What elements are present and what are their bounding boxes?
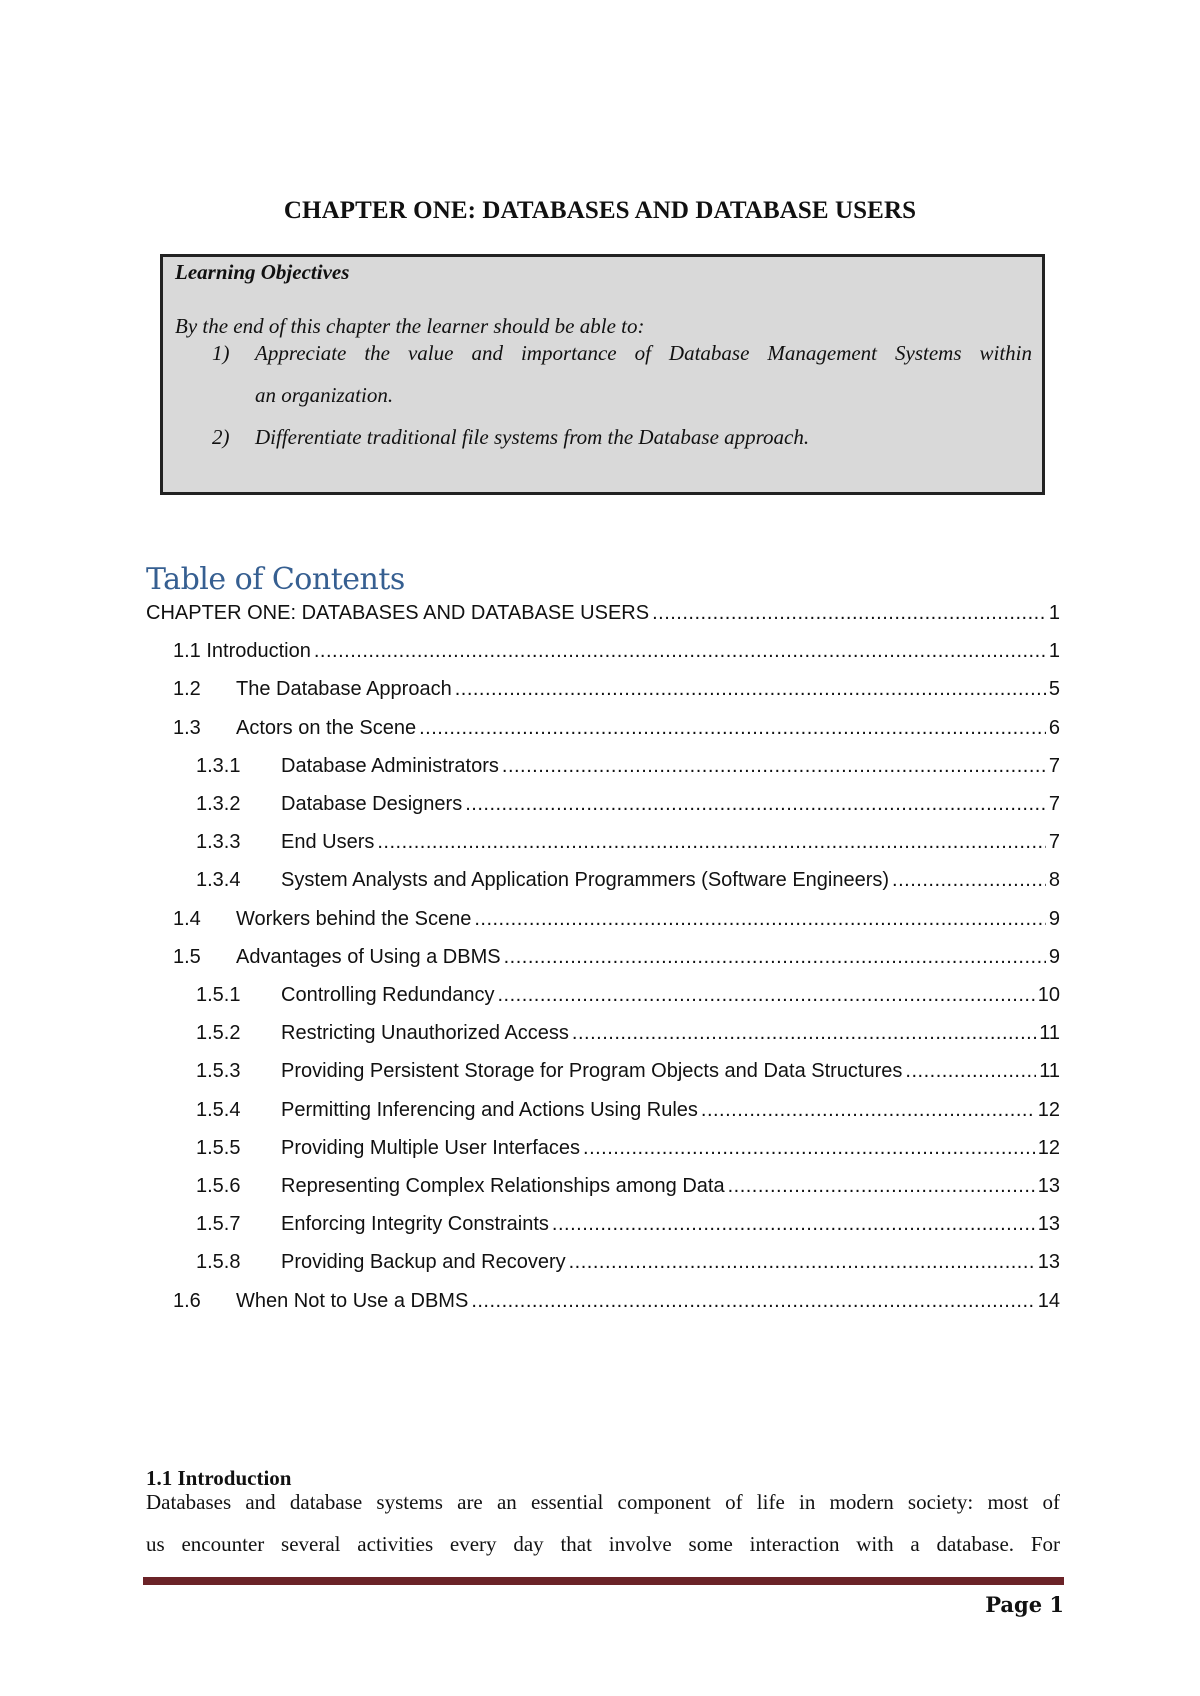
toc-entry-number: 1.5 <box>173 945 201 968</box>
toc-dot-leader <box>701 1097 1035 1123</box>
toc-entry[interactable] <box>196 829 1060 855</box>
toc-entry-page: 11 <box>1039 1022 1060 1045</box>
toc-entry-page: 8 <box>1048 869 1060 892</box>
toc-entry-page: 12 <box>1037 1098 1060 1121</box>
toc-dot-leader <box>419 715 1046 741</box>
toc-entry-label: Representing Complex Relationships among Data <box>281 1175 725 1197</box>
toc-entry[interactable] <box>196 1058 1060 1084</box>
toc-entry-page: 7 <box>1048 793 1060 815</box>
toc-entry[interactable] <box>196 1211 1060 1237</box>
objectives-heading: Learning Objectives <box>175 260 350 284</box>
toc-entry-label: Providing Multiple User Interfaces <box>281 1136 581 1159</box>
toc-entry-label: Actors on the Scene <box>236 716 417 739</box>
toc-entry[interactable] <box>196 1020 1060 1046</box>
section-heading: 1.1 Introduction <box>146 1466 292 1490</box>
toc-entry[interactable] <box>173 715 1060 741</box>
footer-page-number: Page 1 <box>985 1592 1064 1617</box>
toc-entry-number: 1.3.2 <box>196 793 241 815</box>
objective-number: 2) <box>212 425 230 449</box>
toc-dot-leader <box>569 1249 1035 1275</box>
toc-entry-number: 1.5.1 <box>196 984 241 1006</box>
toc-dot-leader <box>892 867 1046 893</box>
toc-entry[interactable] <box>173 944 1060 970</box>
body-paragraph-line: us encounter several activities every day that involve some interaction with a database. For <box>146 1532 1060 1556</box>
toc-entry-number: 1.5.4 <box>196 1098 241 1121</box>
toc-entry-label: Database Administrators <box>281 754 499 777</box>
toc-dot-leader <box>314 638 1046 664</box>
toc-dot-leader <box>905 1058 1036 1084</box>
objective-number: 1) <box>212 341 230 365</box>
toc-entry-page: 5 <box>1048 678 1060 701</box>
toc-entry[interactable] <box>146 600 1060 626</box>
toc-entry[interactable] <box>173 906 1060 932</box>
objective-text-line: Appreciate the value and importance of Database Management Systems within <box>255 341 1032 365</box>
toc-entry[interactable] <box>196 1097 1060 1123</box>
toc-entry-page: 9 <box>1048 945 1060 968</box>
toc-entry-label: Providing Persistent Storage for Program Objects and Data Structures <box>281 1060 903 1083</box>
toc-entry-page: 10 <box>1037 984 1060 1006</box>
toc-dot-leader <box>583 1135 1035 1161</box>
toc-entry-label: The Database Approach <box>236 678 452 701</box>
toc-dot-leader <box>652 600 1046 626</box>
toc-dot-leader <box>471 1288 1034 1314</box>
toc-entry-label: Controlling Redundancy <box>281 984 495 1006</box>
toc-dot-leader <box>502 753 1046 779</box>
toc-dot-leader <box>455 676 1046 702</box>
toc-entry[interactable] <box>173 638 1060 664</box>
toc-entry[interactable] <box>173 676 1060 702</box>
toc-entry[interactable] <box>196 1249 1060 1275</box>
toc-dot-leader <box>552 1211 1035 1237</box>
toc-entry[interactable] <box>196 791 1060 817</box>
toc-entry[interactable] <box>196 982 1060 1008</box>
toc-entry-number: 1.5.8 <box>196 1251 241 1274</box>
toc-entry-number: 1.5.2 <box>196 1022 241 1045</box>
toc-entry-page: 1 <box>1048 602 1060 624</box>
toc-entry-page: 1 <box>1048 640 1060 663</box>
footer-rule <box>143 1577 1064 1585</box>
toc-entry-label: Providing Backup and Recovery <box>281 1251 566 1274</box>
toc-entry-label: Workers behind the Scene <box>236 907 472 930</box>
toc-entry-number: 1.3.1 <box>196 754 241 777</box>
chapter-title: CHAPTER ONE: DATABASES AND DATABASE USERS <box>283 197 917 224</box>
toc-entry-number: 1.5.3 <box>196 1060 241 1083</box>
toc-entry-page: 12 <box>1037 1136 1060 1159</box>
toc-dot-leader <box>504 944 1046 970</box>
toc-dot-leader <box>465 791 1046 817</box>
toc-entry-number: 1.3.3 <box>196 831 241 854</box>
toc-entry[interactable] <box>196 1135 1060 1161</box>
toc-entry-page: 6 <box>1048 716 1060 739</box>
toc-entry-page: 13 <box>1037 1175 1060 1197</box>
body-paragraph-line: Databases and database systems are an essential component of life in modern society: most of <box>146 1490 1060 1514</box>
toc-entry[interactable] <box>196 753 1060 779</box>
objective-text-line: an organization. <box>255 383 394 407</box>
toc-dot-leader <box>728 1173 1035 1199</box>
toc-entry-number: 1.5.6 <box>196 1175 241 1197</box>
toc-entry-label: System Analysts and Application Programmers (Software Engineers) <box>281 869 890 892</box>
toc-entry-page: 14 <box>1037 1289 1060 1312</box>
toc-entry-number: 1.5.7 <box>196 1213 241 1236</box>
toc-entry-page: 9 <box>1048 907 1060 930</box>
toc-entry-page: 13 <box>1037 1251 1060 1274</box>
toc-entry-page: 13 <box>1037 1213 1060 1236</box>
learning-objectives-box <box>160 254 1045 495</box>
toc-entry-number: 1.6 <box>173 1289 201 1312</box>
toc-entry-label: When Not to Use a DBMS <box>236 1289 469 1312</box>
toc-entry-number: 1.3.4 <box>196 869 241 892</box>
toc-entry-label: CHAPTER ONE: DATABASES AND DATABASE USERS <box>146 602 650 624</box>
toc-entry-page: 11 <box>1039 1060 1060 1083</box>
toc-entry-number: 1.3 <box>173 716 201 739</box>
toc-entry-label: 1.1 Introduction <box>173 640 311 663</box>
toc-entry-page: 7 <box>1048 754 1060 777</box>
toc-dot-leader <box>572 1020 1036 1046</box>
toc-entry[interactable] <box>196 1173 1060 1199</box>
toc-entry-label: Database Designers <box>281 793 463 815</box>
toc-dot-leader <box>377 829 1046 855</box>
toc-entry-number: 1.2 <box>173 678 201 701</box>
toc-heading: Table of Contents <box>146 562 405 597</box>
toc-dot-leader <box>497 982 1034 1008</box>
toc-entry-label: Advantages of Using a DBMS <box>236 945 501 968</box>
toc-entry-label: End Users <box>281 831 375 854</box>
toc-entry-label: Enforcing Integrity Constraints <box>281 1213 549 1236</box>
toc-dot-leader <box>474 906 1046 932</box>
objectives-intro: By the end of this chapter the learner should be able to: <box>175 314 645 338</box>
toc-entry-label: Permitting Inferencing and Actions Using Rules <box>281 1098 698 1121</box>
toc-entry[interactable] <box>173 1288 1060 1314</box>
toc-entry-label: Restricting Unauthorized Access <box>281 1022 569 1045</box>
toc-entry-number: 1.4 <box>173 907 201 930</box>
toc-entry[interactable] <box>196 867 1060 893</box>
toc-entry-number: 1.5.5 <box>196 1136 241 1159</box>
toc-entry-page: 7 <box>1048 831 1060 854</box>
objective-text-line: Differentiate traditional file systems from the Database approach. <box>255 425 810 449</box>
